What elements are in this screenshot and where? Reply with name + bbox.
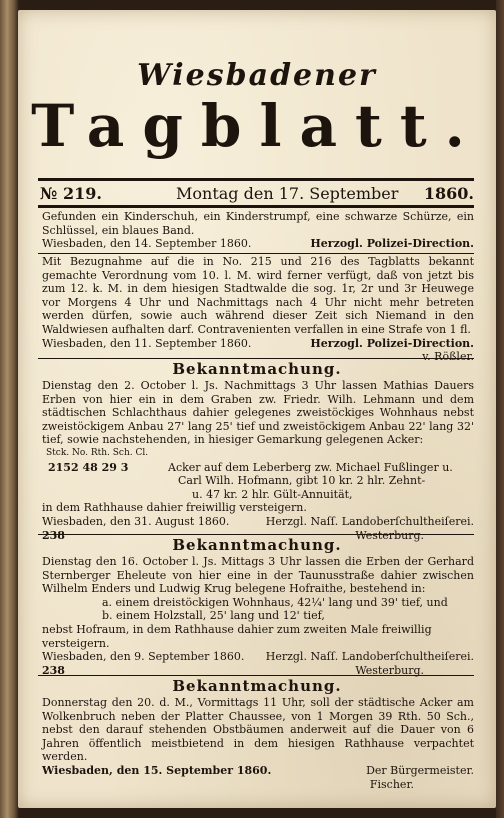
masthead-title: Tagblatt. bbox=[31, 92, 483, 160]
notice-found-place-date: Wiesbaden, den 14. September 1860. bbox=[42, 237, 252, 251]
notice-1-heading: Bekanntmachung. bbox=[172, 360, 342, 378]
notice-ban bbox=[42, 255, 474, 364]
notice-found bbox=[42, 210, 474, 251]
rule-under-dateline bbox=[38, 205, 474, 208]
notice-ban-place-date: Wiesbaden, den 11. September 1860. bbox=[42, 336, 252, 350]
notice-3 bbox=[42, 696, 474, 791]
rule-top bbox=[38, 178, 474, 181]
rule-2 bbox=[38, 358, 474, 359]
notice-ban-authority: Herzogl. Polizei-Direction. bbox=[310, 336, 474, 350]
dateline bbox=[40, 184, 474, 206]
notice-1-signature bbox=[42, 515, 474, 529]
notice-ban-signature bbox=[42, 337, 474, 351]
newspaper-page bbox=[18, 10, 496, 808]
notice-1-table-desc1: Acker auf dem Leberberg zw. Michael Fußlinger u. bbox=[168, 460, 453, 474]
notice-2-item-a: a. einem dreistöckigen Wohnhaus, 42¼' lang und 39' tief, und bbox=[102, 595, 448, 609]
notice-3-text: Donnerstag den 20. d. M., Vormittags 11 Uhr, soll der städtische Acker am Wolkenbruch neben der Platter Chaussee, von 1 Morgen 39 Rth. 50 Sch., nebst den darauf stehenden Obstbäumen anderweit auf die Dauer von 6 Jahren öffentlich meistbietend in dem hiesigen Rathhause verpachtet werden. bbox=[42, 696, 474, 764]
issue-date: Montag den 17. September bbox=[176, 184, 399, 203]
notice-2-item-b: b. einem Holzstall, 25' lang und 12' tief, bbox=[102, 609, 325, 623]
rule-3 bbox=[38, 534, 474, 535]
notice-1-table-values: 2152 48 29 3 bbox=[48, 460, 129, 474]
notice-3-signature bbox=[42, 764, 474, 778]
notice-1-table-desc3: u. 47 kr. 2 hlr. Gült-Annuität, bbox=[192, 487, 353, 501]
notice-2-place-date: Wiesbaden, den 9. September 1860. bbox=[42, 650, 245, 664]
notice-1-table-row bbox=[42, 461, 474, 475]
notice-3-heading: Bekanntmachung. bbox=[172, 677, 342, 695]
rule-1 bbox=[38, 253, 474, 254]
masthead-city: Wiesbadener bbox=[137, 58, 377, 93]
notice-1-table-desc2: Carl Wilh. Hofmann, gibt 10 kr. 2 hlr. Zehnt- bbox=[178, 474, 426, 488]
notice-1-id: 238 bbox=[42, 528, 65, 542]
notice-2-id: 238 bbox=[42, 663, 65, 677]
notice-1-table-header: Stck. No. Rth. Sch. Cl. bbox=[46, 447, 149, 458]
notice-2-signer: Westerburg. bbox=[355, 663, 424, 677]
notice-3-signer: Fischer. bbox=[369, 777, 414, 791]
notice-2 bbox=[42, 555, 474, 677]
notice-2-text2: nebst Hofraum, in dem Rathhause dahier zum zweiten Male freiwillig versteigern. bbox=[42, 622, 432, 650]
notice-2-text: Dienstag den 16. October l. Js. Mittags 3 Uhr lassen die Erben der Gerhard Sternberger Eheleute von hier eine in der Taunusstraße dahier zwischen Wilhelm Enders und Ludwig Krug belegene Hofraithe, bestehend in: bbox=[42, 555, 474, 596]
notice-ban-signer: v. Rößler. bbox=[422, 350, 474, 364]
issue-number: № 219. bbox=[40, 184, 102, 203]
notice-1-place-date: Wiesbaden, den 31. August 1860. bbox=[42, 514, 230, 528]
notice-found-signature bbox=[42, 237, 474, 251]
notice-2-heading: Bekanntmachung. bbox=[172, 536, 342, 554]
notice-2-signature bbox=[42, 650, 474, 664]
rule-4 bbox=[38, 675, 474, 676]
notice-found-authority: Herzogl. Polizei-Direction. bbox=[310, 237, 474, 251]
notice-1-text2: in dem Rathhause dahier freiwillig versteigern. bbox=[42, 501, 307, 515]
notice-3-place-date: Wiesbaden, den 15. September 1860. bbox=[42, 763, 272, 777]
notice-1-signer: Westerburg. bbox=[355, 528, 424, 542]
binding-edge bbox=[496, 0, 504, 818]
notice-found-text: Gefunden ein Kinderschuh, ein Kinderstrumpf, eine schwarze Schürze, ein Schlüssel, ein blaues Band. bbox=[42, 210, 474, 237]
notice-1-authority: Herzgl. Naſſ. Landoberſchultheiſerei. bbox=[265, 514, 474, 528]
notice-1-text: Dienstag den 2. October l. Js. Nachmittags 3 Uhr lassen Mathias Dauers Erben von hier ein in dem Graben zw. Friedr. Wilh. Lehmann und dem städtischen Schlachthaus dahier gelegenes zweistöckiges Wohnhaus nebst zweistöckigem Anbau 27' lang 25' tief und zweistöckigem Anbau 22' lang 32' tief, sowie nachstehenden, in hiesiger Gemarkung gelegenen Acker: bbox=[42, 379, 474, 447]
notice-2-authority: Herzgl. Naſſ. Landoberſchultheiſerei. bbox=[265, 650, 474, 664]
notice-ban-text: Mit Bezugnahme auf die in No. 215 und 216 des Tagblatts bekannt gemachte Verordnung vom 10. l. M. wird ferner verfügt, daß von jetzt bis zum 12. k. M. in dem hiesigen Stadtwalde die sog. 1r, 2r und 3r Heuwege vor Morgens 4 Uhr und Nachmittags nach 4 Uhr nicht mehr betreten werden dürfen, sowie auch während dieser Zeit sich Niemand in den Waldwiesen aufhalten darf. Contravenienten verfallen in eine Strafe von 1 fl. bbox=[42, 255, 474, 336]
notice-1 bbox=[42, 379, 474, 542]
page-stack-edge bbox=[0, 0, 18, 818]
notice-3-authority: Der Bürgermeister. bbox=[366, 763, 474, 777]
issue-year: 1860. bbox=[423, 184, 474, 203]
